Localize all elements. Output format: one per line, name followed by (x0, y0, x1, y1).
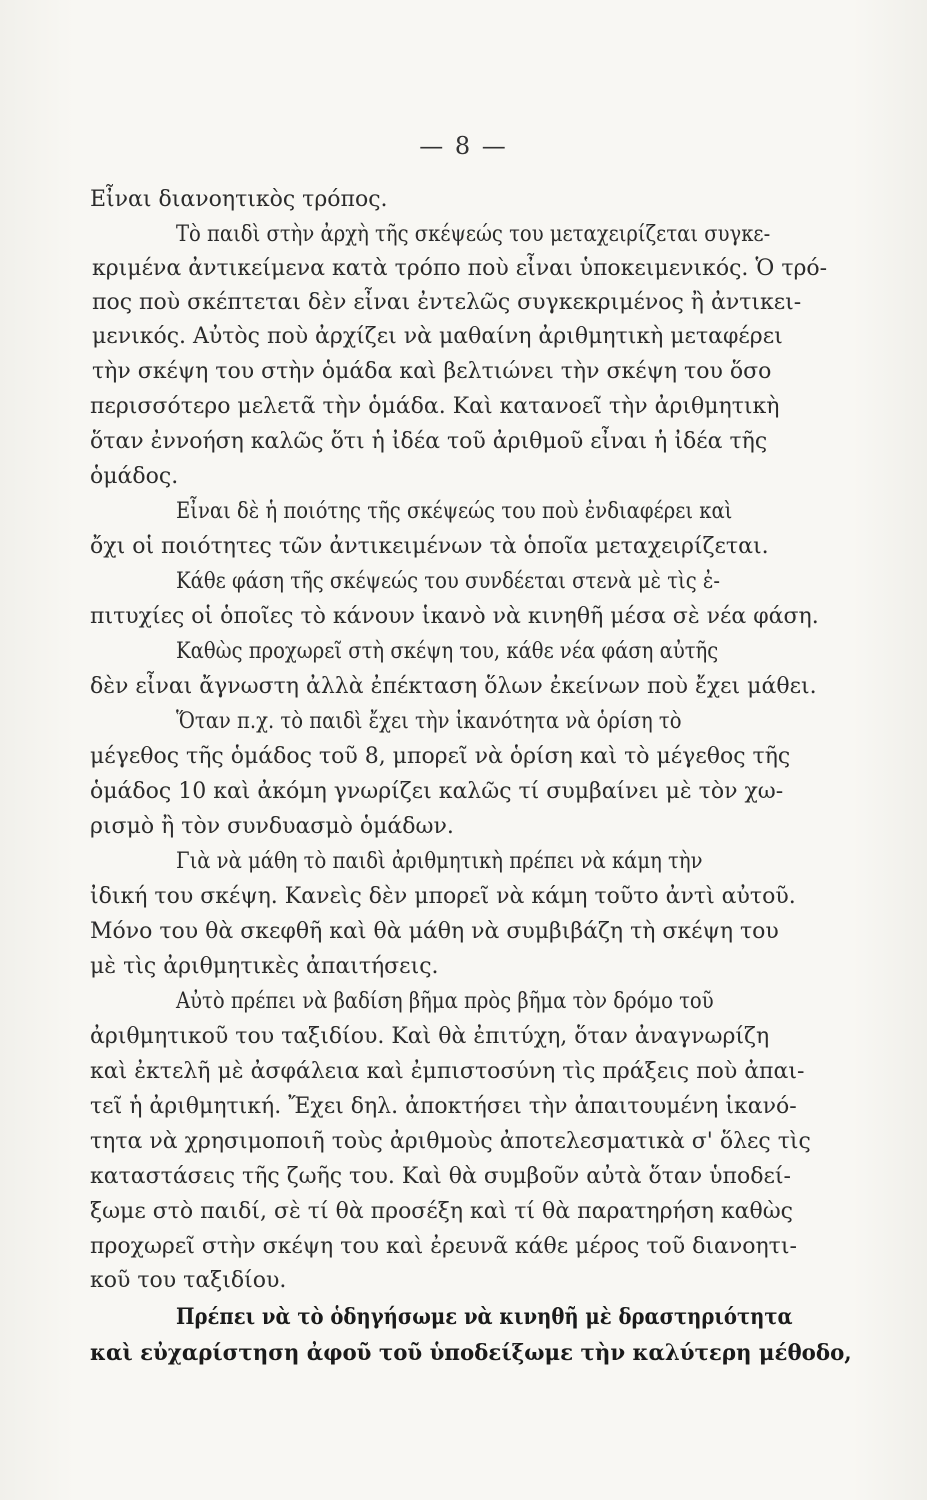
text-line: ρισμὸ ἢ τὸν συνδυασμὸ ὁμάδων. (90, 814, 454, 839)
text-line: Γιὰ νὰ μάθη τὸ παιδὶ ἀριθμητικὴ πρέπει νὰ κάμη τὴν (176, 849, 703, 874)
text-line: δὲν εἶναι ἄγνωστη ἀλλὰ ἐπέκταση ὅλων ἐκείνων ποὺ ἔχει μάθει. (90, 674, 817, 699)
text-line: Καθὼς προχωρεῖ στὴ σκέψη του, κάθε νέα φάση αὐτῆς (176, 639, 719, 664)
text-line: κριμένα ἀντικείμενα κατὰ τρόπο ποὺ εἶναι ὑποκειμενικός. Ὁ τρό- (92, 256, 828, 281)
text-line: μενικός. Αὐτὸς ποὺ ἀρχίζει νὰ μαθαίνη ἀριθμητικὴ μεταφέρει (92, 324, 783, 349)
text-line: ὁμάδος. (90, 464, 179, 489)
text-line: Πρέπει νὰ τὸ ὁδηγήσωμε νὰ κινηθῆ μὲ δραστηριότητα (176, 1304, 793, 1330)
text-line: Τὸ παιδὶ στὴν ἀρχὴ τῆς σκέψεώς του μεταχειρίζεται συγκε- (176, 222, 771, 247)
text-line: ἰδική του σκέψη. Κανεὶς δὲν μπορεῖ νὰ κάμη τοῦτο ἀντὶ αὐτοῦ. (90, 884, 796, 909)
text-line: ὅταν ἐννοήση καλῶς ὅτι ἡ ἰδέα τοῦ ἀριθμοῦ εἶναι ἡ ἰδέα τῆς (90, 429, 768, 454)
text-line: πιτυχίες οἱ ὁποῖες τὸ κάνουν ἱκανὸ νὰ κινηθῆ μέσα σὲ νέα φάση. (90, 604, 819, 629)
text-line: προχωρεῖ στὴν σκέψη του καὶ ἐρευνᾶ κάθε μέρος τοῦ διανοητι- (90, 1234, 797, 1259)
text-line: Ὅταν π.χ. τὸ παιδὶ ἔχει τὴν ἱκανότητα νὰ ὁρίση τὸ (176, 709, 682, 734)
text-line: μὲ τὶς ἀριθμητικὲς ἀπαιτήσεις. (90, 954, 439, 979)
text-line: ὄχι οἱ ποιότητες τῶν ἀντικειμένων τὰ ὁποῖα μεταχειρίζεται. (90, 534, 769, 559)
text-line: Κάθε φάση τῆς σκέψεώς του συνδέεται στενὰ μὲ τὶς ἐ- (176, 569, 721, 594)
text-line: ξωμε στὸ παιδί, σὲ τί θὰ προσέξη καὶ τί θὰ παρατηρήση καθὼς (90, 1199, 794, 1224)
text-line: Εἶναι διανοητικὸς τρόπος. (90, 187, 388, 212)
text-line: Εἶναι δὲ ἡ ποιότης τῆς σκέψεώς του ποὺ ἐνδιαφέρει καὶ (176, 499, 733, 524)
text-line: πος ποὺ σκέπτεται δὲν εἶναι ἐντελῶς συγκεκριμένος ἢ ἀντικει- (92, 290, 802, 315)
text-line: καὶ ἐκτελῆ μὲ ἀσφάλεια καὶ ἐμπιστοσύνη τὶς πράξεις ποὺ ἀπαι- (90, 1059, 805, 1084)
page-number: — 8 — (419, 132, 508, 160)
text-line: ὁμάδος 10 καὶ ἀκόμη γνωρίζει καλῶς τί συμβαίνει μὲ τὸν χω- (90, 779, 784, 804)
text-line: Μόνο του θὰ σκεφθῆ καὶ θὰ μάθη νὰ συμβιβάζη τὴ σκέψη του (90, 919, 779, 944)
text-line: τὴν σκέψη του στὴν ὁμάδα καὶ βελτιώνει τὴν σκέψη του ὅσο (92, 359, 772, 384)
text-line: τητα νὰ χρησιμοποιῆ τοὺς ἀριθμοὺς ἀποτελεσματικὰ σ' ὅλες τὶς (90, 1129, 811, 1154)
text-line: ἀριθμητικοῦ του ταξιδίου. Καὶ θὰ ἐπιτύχη, ὅταν ἀναγνωρίζη (90, 1024, 770, 1049)
text-line: Αὐτὸ πρέπει νὰ βαδίση βῆμα πρὸς βῆμα τὸν δρόμο τοῦ (176, 989, 714, 1014)
text-line: μέγεθος τῆς ὁμάδος τοῦ 8, μπορεῖ νὰ ὁρίση καὶ τὸ μέγεθος τῆς (90, 744, 791, 769)
text-line: καταστάσεις τῆς ζωῆς του. Καὶ θὰ συμβοῦν αὐτὰ ὅταν ὑποδεί- (90, 1164, 791, 1189)
text-line: τεῖ ἡ ἀριθμητική. Ἔχει δηλ. ἀποκτήσει τὴν ἀπαιτουμένη ἱκανό- (90, 1094, 797, 1119)
text-line: καὶ εὐχαρίστηση ἀφοῦ τοῦ ὑποδείξωμε τὴν καλύτερη μέθοδο, (90, 1340, 852, 1366)
text-line: περισσότερο μελετᾶ τὴν ὁμάδα. Καὶ κατανοεῖ τὴν ἀριθμητικὴ (90, 394, 780, 419)
text-line: κοῦ του ταξιδίου. (90, 1268, 287, 1293)
